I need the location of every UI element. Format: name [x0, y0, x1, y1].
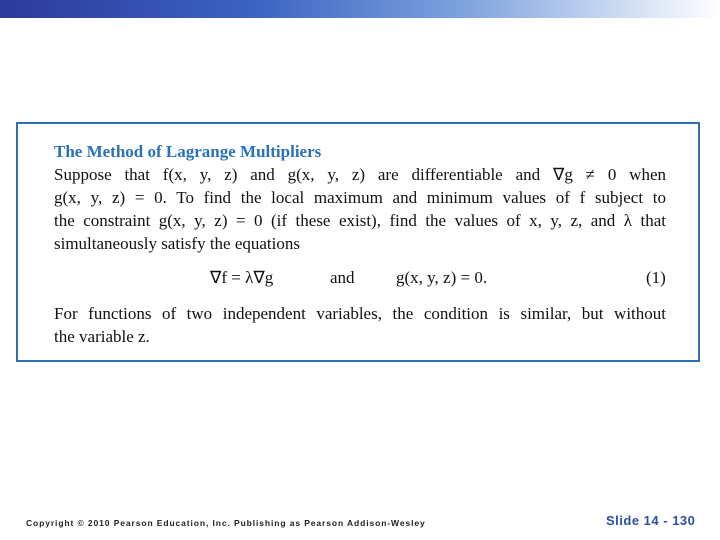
paragraph-line: g(x, y, z) = 0. To find the local maximum and minimum values of f subject to	[54, 188, 666, 207]
slide-number: Slide 14 - 130	[606, 513, 696, 528]
paragraph-line: the constraint g(x, y, z) = 0 (if these exist), find the values of x, y, z, and λ that	[54, 211, 666, 230]
equation-1	[18, 268, 698, 294]
copyright-footer: Copyright © 2010 Pearson Education, Inc. Publishing as Pearson Addison-Wesley	[26, 518, 426, 528]
top-gradient-bar	[0, 0, 720, 18]
theorem-box	[16, 122, 700, 362]
theorem-paragraph-1	[54, 163, 666, 255]
paragraph-line: For functions of two independent variables, the condition is similar, but without	[54, 304, 666, 323]
paragraph-line: simultaneously satisfy the equations	[54, 234, 300, 253]
equation-number: (1)	[646, 268, 666, 287]
theorem-title: The Method of Lagrange Multipliers	[54, 142, 322, 161]
theorem-paragraph-2	[54, 302, 666, 348]
equation-connector: and	[330, 268, 355, 287]
paragraph-line: the variable z.	[54, 327, 150, 346]
equation-left: ∇f = λ∇g	[210, 268, 274, 287]
paragraph-line: Suppose that f(x, y, z) and g(x, y, z) are differentiable and ∇g ≠ 0 when	[54, 165, 666, 184]
equation-right: g(x, y, z) = 0.	[396, 268, 488, 287]
